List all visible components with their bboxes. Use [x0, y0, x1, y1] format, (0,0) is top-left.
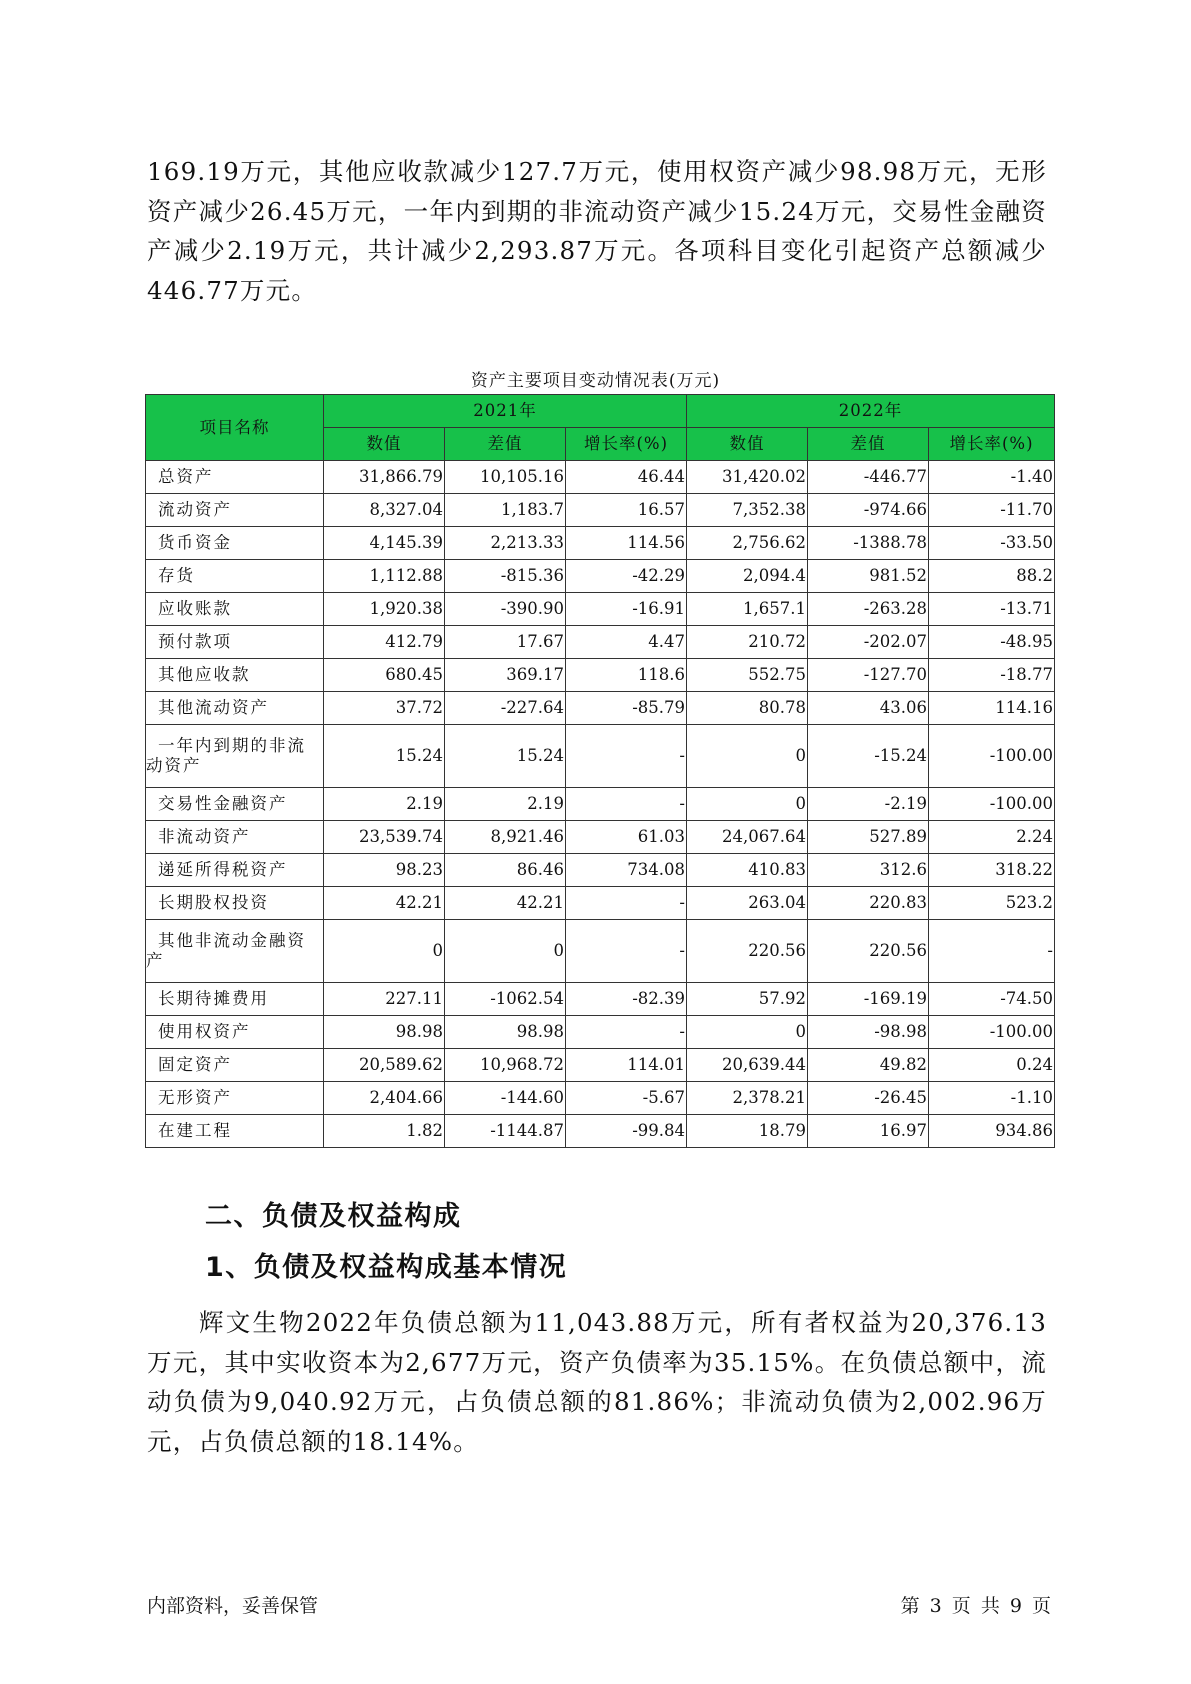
row-value-cell: -169.19	[808, 983, 929, 1016]
row-value-cell: 15.24	[445, 725, 566, 788]
row-value-cell: -16.91	[566, 593, 687, 626]
table-row	[146, 788, 1055, 821]
row-item-name: 存货	[146, 560, 324, 593]
subheader-growth: 增长率(%)	[929, 428, 1055, 461]
row-value-cell: 0	[445, 920, 566, 983]
row-value-cell: 523.2	[929, 887, 1055, 920]
row-value-cell: -390.90	[445, 593, 566, 626]
row-value-cell: 37.72	[324, 692, 445, 725]
subheader-diff: 差值	[808, 428, 929, 461]
row-value-cell: -1.10	[929, 1082, 1055, 1115]
intro-paragraph: 169.19万元，其他应收款减少127.7万元，使用权资产减少98.98万元，无形资产减少26.45万元，一年内到期的非流动资产减少15.24万元，交易性金融资产减少2.19万元，共计减少2,293.87万元。各项科目变化引起资产总额减少446.77万元。	[147, 157, 1047, 305]
row-value-cell: -2.19	[808, 788, 929, 821]
row-value-cell: 42.21	[324, 887, 445, 920]
row-value-cell: 18.79	[687, 1115, 808, 1148]
table-caption: 资产主要项目变动情况表(万元)	[470, 371, 721, 391]
row-value-cell: -	[566, 788, 687, 821]
row-value-cell: 61.03	[566, 821, 687, 854]
row-value-cell: 8,327.04	[324, 494, 445, 527]
row-value-cell: 4,145.39	[324, 527, 445, 560]
row-value-cell: -1.40	[929, 461, 1055, 494]
row-item-name: 长期股权投资	[146, 887, 324, 920]
row-value-cell: -74.50	[929, 983, 1055, 1016]
row-value-cell: 114.01	[566, 1049, 687, 1082]
table-row	[146, 887, 1055, 920]
sub-heading: 1、负债及权益构成基本情况	[205, 1252, 568, 1283]
row-value-cell: 220.56	[808, 920, 929, 983]
table-row	[146, 626, 1055, 659]
row-value-cell: -26.45	[808, 1082, 929, 1115]
row-value-cell: 20,639.44	[687, 1049, 808, 1082]
row-value-cell: 1,657.1	[687, 593, 808, 626]
row-item-name: 应收账款	[146, 593, 324, 626]
row-value-cell: 981.52	[808, 560, 929, 593]
row-value-cell: 16.97	[808, 1115, 929, 1148]
table-row	[146, 1016, 1055, 1049]
row-value-cell: 1.82	[324, 1115, 445, 1148]
header-year-2022: 2022年	[687, 395, 1055, 428]
row-value-cell: 2.19	[324, 788, 445, 821]
row-value-cell: -263.28	[808, 593, 929, 626]
row-item-name: 一年内到期的非流动资产	[146, 725, 324, 788]
row-value-cell: 43.06	[808, 692, 929, 725]
row-value-cell: -11.70	[929, 494, 1055, 527]
row-value-cell: 31,866.79	[324, 461, 445, 494]
row-value-cell: -144.60	[445, 1082, 566, 1115]
row-value-cell: -15.24	[808, 725, 929, 788]
table-row	[146, 494, 1055, 527]
row-value-cell: 318.22	[929, 854, 1055, 887]
row-value-cell: 8,921.46	[445, 821, 566, 854]
row-value-cell: 312.6	[808, 854, 929, 887]
row-value-cell: 10,968.72	[445, 1049, 566, 1082]
row-value-cell: 734.08	[566, 854, 687, 887]
row-value-cell: -18.77	[929, 659, 1055, 692]
row-value-cell: 24,067.64	[687, 821, 808, 854]
row-value-cell: 210.72	[687, 626, 808, 659]
row-value-cell: -	[566, 887, 687, 920]
row-value-cell: 0	[324, 920, 445, 983]
row-value-cell: 2,378.21	[687, 1082, 808, 1115]
row-value-cell: 680.45	[324, 659, 445, 692]
body-paragraph: 辉文生物2022年负债总额为11,043.88万元，所有者权益为20,376.13万元，其中实收资本为2,677万元，资产负债率为35.15%。在负债总额中，流动负债为9,040.92万元，占负债总额的81.86%；非流动负债为2,002.96万元，占负债总额的18.14%。	[147, 1308, 1047, 1456]
asset-change-table	[145, 394, 1055, 1148]
row-value-cell: 0	[687, 725, 808, 788]
table-row	[146, 593, 1055, 626]
row-value-cell: 2,756.62	[687, 527, 808, 560]
row-value-cell: -1144.87	[445, 1115, 566, 1148]
row-value-cell: 86.46	[445, 854, 566, 887]
row-value-cell: 57.92	[687, 983, 808, 1016]
row-value-cell: -82.39	[566, 983, 687, 1016]
row-value-cell: 114.56	[566, 527, 687, 560]
row-value-cell: 20,589.62	[324, 1049, 445, 1082]
row-value-cell: -	[929, 920, 1055, 983]
table-row	[146, 659, 1055, 692]
row-value-cell: 220.56	[687, 920, 808, 983]
row-value-cell: 23,539.74	[324, 821, 445, 854]
row-item-name: 总资产	[146, 461, 324, 494]
row-item-name: 在建工程	[146, 1115, 324, 1148]
row-value-cell: 16.57	[566, 494, 687, 527]
row-value-cell: 2.24	[929, 821, 1055, 854]
row-item-name: 其他流动资产	[146, 692, 324, 725]
table-row	[146, 692, 1055, 725]
row-item-name: 非流动资产	[146, 821, 324, 854]
row-value-cell: 10,105.16	[445, 461, 566, 494]
row-value-cell: 98.98	[324, 1016, 445, 1049]
row-value-cell: 88.2	[929, 560, 1055, 593]
row-value-cell: -98.98	[808, 1016, 929, 1049]
row-value-cell: -99.84	[566, 1115, 687, 1148]
row-value-cell: 46.44	[566, 461, 687, 494]
row-value-cell: -100.00	[929, 788, 1055, 821]
row-value-cell: 42.21	[445, 887, 566, 920]
row-value-cell: -48.95	[929, 626, 1055, 659]
table-row	[146, 1082, 1055, 1115]
row-item-name: 其他应收款	[146, 659, 324, 692]
row-value-cell: 15.24	[324, 725, 445, 788]
row-value-cell: -	[566, 1016, 687, 1049]
footer-confidential-note: 内部资料，妥善保管	[147, 1595, 319, 1617]
row-value-cell: -202.07	[808, 626, 929, 659]
section-heading: 二、负债及权益构成	[205, 1201, 462, 1232]
row-item-name: 递延所得税资产	[146, 854, 324, 887]
row-value-cell: -1062.54	[445, 983, 566, 1016]
row-value-cell: -42.29	[566, 560, 687, 593]
row-value-cell: 369.17	[445, 659, 566, 692]
table-row	[146, 725, 1055, 788]
row-value-cell: -	[566, 920, 687, 983]
header-item-name: 项目名称	[146, 395, 324, 461]
row-value-cell: -1388.78	[808, 527, 929, 560]
row-value-cell: 263.04	[687, 887, 808, 920]
row-item-name: 流动资产	[146, 494, 324, 527]
subheader-growth: 增长率(%)	[566, 428, 687, 461]
row-value-cell: 98.23	[324, 854, 445, 887]
footer-page-number: 第 3 页 共 9 页	[900, 1595, 1053, 1617]
row-item-name: 使用权资产	[146, 1016, 324, 1049]
row-value-cell: -227.64	[445, 692, 566, 725]
table-row	[146, 560, 1055, 593]
row-value-cell: 49.82	[808, 1049, 929, 1082]
row-value-cell: 220.83	[808, 887, 929, 920]
row-value-cell: 7,352.38	[687, 494, 808, 527]
row-item-name: 货币资金	[146, 527, 324, 560]
header-year-2021: 2021年	[324, 395, 687, 428]
row-value-cell: 0	[687, 1016, 808, 1049]
table-row	[146, 821, 1055, 854]
subheader-diff: 差值	[445, 428, 566, 461]
row-value-cell: 0.24	[929, 1049, 1055, 1082]
table-row	[146, 527, 1055, 560]
row-value-cell: -85.79	[566, 692, 687, 725]
row-value-cell: 527.89	[808, 821, 929, 854]
subheader-value: 数值	[687, 428, 808, 461]
subheader-value: 数值	[324, 428, 445, 461]
row-value-cell: -127.70	[808, 659, 929, 692]
row-item-name: 交易性金融资产	[146, 788, 324, 821]
row-value-cell: 80.78	[687, 692, 808, 725]
row-item-name: 其他非流动金融资产	[146, 920, 324, 983]
row-item-name: 无形资产	[146, 1082, 324, 1115]
row-value-cell: 227.11	[324, 983, 445, 1016]
row-value-cell: -33.50	[929, 527, 1055, 560]
row-value-cell: -100.00	[929, 1016, 1055, 1049]
row-value-cell: 934.86	[929, 1115, 1055, 1148]
table-row	[146, 983, 1055, 1016]
row-value-cell: 552.75	[687, 659, 808, 692]
row-value-cell: 1,183.7	[445, 494, 566, 527]
row-value-cell: 2,094.4	[687, 560, 808, 593]
row-value-cell: 118.6	[566, 659, 687, 692]
table-row	[146, 1115, 1055, 1148]
row-value-cell: -815.36	[445, 560, 566, 593]
row-value-cell: -446.77	[808, 461, 929, 494]
row-value-cell: 2,213.33	[445, 527, 566, 560]
row-value-cell: 114.16	[929, 692, 1055, 725]
table-body	[146, 461, 1055, 1148]
row-value-cell: -974.66	[808, 494, 929, 527]
row-value-cell: 31,420.02	[687, 461, 808, 494]
table-row	[146, 920, 1055, 983]
row-value-cell: 412.79	[324, 626, 445, 659]
row-item-name: 长期待摊费用	[146, 983, 324, 1016]
row-item-name: 固定资产	[146, 1049, 324, 1082]
row-value-cell: 2,404.66	[324, 1082, 445, 1115]
table-row	[146, 854, 1055, 887]
row-value-cell: 2.19	[445, 788, 566, 821]
row-value-cell: 98.98	[445, 1016, 566, 1049]
row-value-cell: -13.71	[929, 593, 1055, 626]
row-value-cell: 17.67	[445, 626, 566, 659]
row-value-cell: -5.67	[566, 1082, 687, 1115]
row-item-name: 预付款项	[146, 626, 324, 659]
row-value-cell: -	[566, 725, 687, 788]
row-value-cell: 410.83	[687, 854, 808, 887]
row-value-cell: -100.00	[929, 725, 1055, 788]
table-row	[146, 461, 1055, 494]
table-row	[146, 1049, 1055, 1082]
row-value-cell: 1,112.88	[324, 560, 445, 593]
row-value-cell: 4.47	[566, 626, 687, 659]
row-value-cell: 1,920.38	[324, 593, 445, 626]
row-value-cell: 0	[687, 788, 808, 821]
